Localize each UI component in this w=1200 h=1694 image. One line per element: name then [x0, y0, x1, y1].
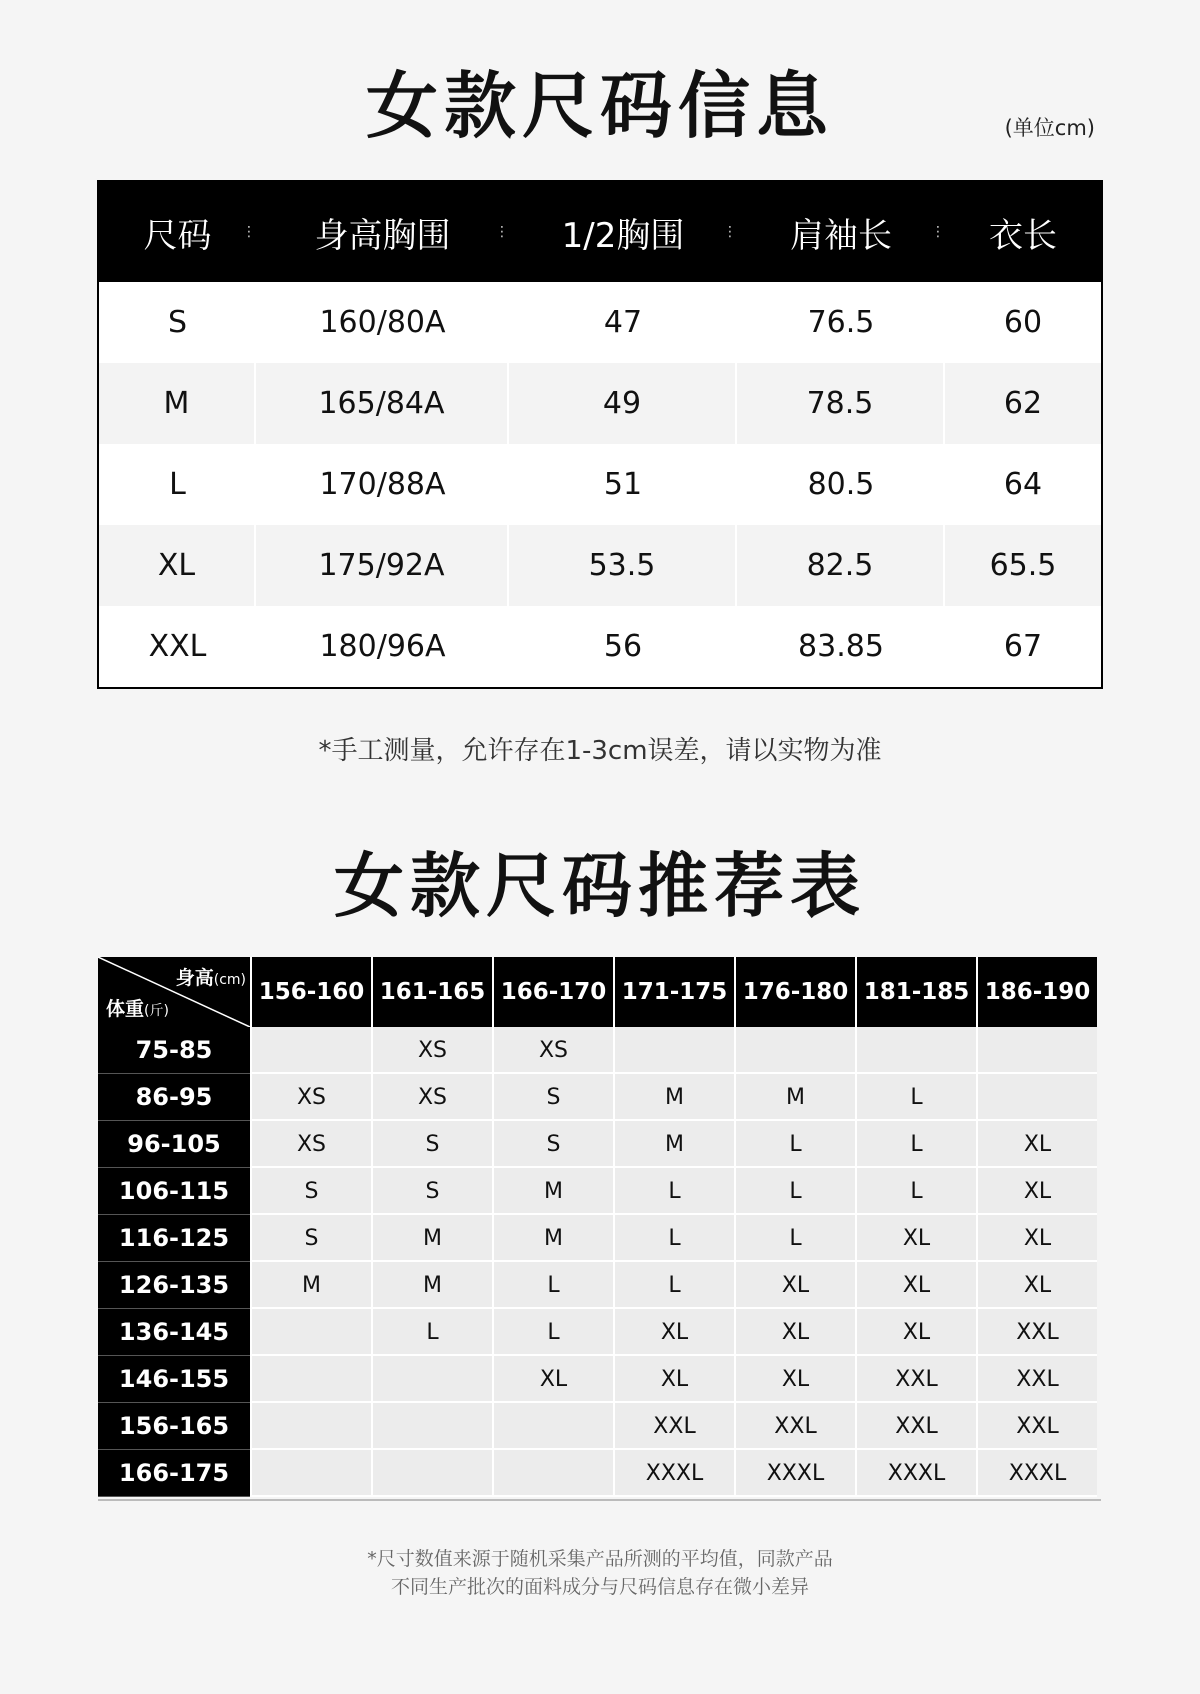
cell-shoulder-sleeve: 82.5 [737, 525, 945, 606]
recommended-size-cell: L [613, 1168, 734, 1215]
recommended-size-cell: XXL [855, 1356, 976, 1403]
recommended-size-cell: XXL [976, 1403, 1097, 1450]
size-info-row [99, 606, 1101, 687]
weight-range-label: 136-145 [98, 1309, 250, 1356]
recommended-size-cell: M [613, 1121, 734, 1168]
recommend-row [98, 1215, 1101, 1262]
recommended-size-cell: XL [734, 1356, 855, 1403]
header-half-bust: 1/2胸围 ⋮ [561, 215, 737, 256]
recommended-size-cell: S [492, 1121, 613, 1168]
recommended-size-cell: L [492, 1309, 613, 1356]
table-bottom-border [98, 1499, 1101, 1501]
cell-height-bust: 180/96A [319, 629, 446, 664]
recommended-size-cell [250, 1450, 371, 1497]
weight-range-label: 86-95 [98, 1074, 250, 1121]
recommended-size-cell: XL [734, 1309, 855, 1356]
recommended-size-cell: XL [613, 1356, 734, 1403]
recommended-size-cell [976, 1074, 1097, 1121]
recommended-size-cell: XXXL [734, 1450, 855, 1497]
recommended-size-cell [250, 1309, 371, 1356]
height-range-header: 166-170 [492, 957, 613, 1027]
recommend-row [98, 1027, 1101, 1074]
recommended-size-cell: XXL [613, 1403, 734, 1450]
cell-half-bust: 47 [603, 305, 643, 340]
cell-size: XL [99, 525, 256, 606]
recommend-row [98, 1450, 1101, 1497]
recommended-size-cell: XL [976, 1121, 1097, 1168]
recommended-size-cell: XS [250, 1121, 371, 1168]
weight-range-label: 116-125 [98, 1215, 250, 1262]
recommended-size-cell: XXL [976, 1309, 1097, 1356]
recommend-row [98, 1074, 1101, 1121]
size-info-row [99, 444, 1101, 525]
cell-length: 64 [1003, 467, 1043, 502]
recommended-size-cell: M [492, 1215, 613, 1262]
recommend-row [98, 1168, 1101, 1215]
cell-height-bust: 160/80A [319, 305, 446, 340]
recommended-size-cell: XXXL [976, 1450, 1097, 1497]
weight-range-label: 106-115 [98, 1168, 250, 1215]
cell-half-bust: 51 [603, 467, 643, 502]
recommended-size-cell: L [613, 1262, 734, 1309]
unit-label: (单位cm) [1004, 116, 1095, 140]
recommended-size-cell: L [613, 1215, 734, 1262]
cell-height-bust: 175/92A [256, 525, 509, 606]
recommended-size-cell: M [371, 1215, 492, 1262]
height-range-header: 171-175 [613, 957, 734, 1027]
weight-range-label: 156-165 [98, 1403, 250, 1450]
recommended-size-cell: L [855, 1074, 976, 1121]
cell-shoulder-sleeve: 78.5 [737, 363, 945, 444]
recommended-size-cell: L [492, 1262, 613, 1309]
height-range-header: 176-180 [734, 957, 855, 1027]
recommended-size-cell: M [371, 1262, 492, 1309]
recommended-size-cell [734, 1027, 855, 1074]
recommended-size-cell: XL [492, 1356, 613, 1403]
weight-range-label: 75-85 [98, 1027, 250, 1074]
recommended-size-cell: XXL [734, 1403, 855, 1450]
cell-length: 62 [945, 363, 1101, 444]
recommended-size-cell: XS [492, 1027, 613, 1074]
cell-length: 65.5 [945, 525, 1101, 606]
header-shoulder-sleeve: 肩袖长 ⋮ [790, 215, 945, 256]
recommended-size-cell: S [371, 1121, 492, 1168]
recommended-size-cell: XXL [855, 1403, 976, 1450]
recommended-size-cell: L [734, 1121, 855, 1168]
recommended-size-cell: S [371, 1168, 492, 1215]
recommended-size-cell: M [613, 1074, 734, 1121]
recommended-size-cell: XL [976, 1262, 1097, 1309]
size-recommend-table [98, 957, 1101, 1497]
size-info-title: 女款尺码信息 [365, 64, 834, 148]
recommended-size-cell: XXXL [855, 1450, 976, 1497]
height-range-header: 161-165 [371, 957, 492, 1027]
recommended-size-cell [492, 1403, 613, 1450]
recommended-size-cell: XS [371, 1027, 492, 1074]
recommended-size-cell: M [734, 1074, 855, 1121]
recommended-size-cell: XS [371, 1074, 492, 1121]
recommended-size-cell [371, 1403, 492, 1450]
corner-header [98, 957, 250, 1027]
size-info-row [99, 282, 1101, 363]
cell-size: M [99, 363, 256, 444]
recommended-size-cell: L [855, 1168, 976, 1215]
recommended-size-cell [371, 1356, 492, 1403]
cell-length: 60 [1003, 305, 1043, 340]
recommended-size-cell: S [492, 1074, 613, 1121]
header-size: 尺码 ⋮ [143, 215, 256, 256]
corner-weight-label: 体重(斤) [106, 998, 169, 1020]
height-range-header: 186-190 [976, 957, 1097, 1027]
disclaimer-line-2: 不同生产批次的面料成分与尺码信息存在微小差异 [390, 1576, 809, 1598]
size-info-row [99, 363, 1101, 444]
corner-height-label: 身高(cm) [175, 967, 246, 989]
disclaimer-note [0, 1545, 1200, 1601]
recommended-size-cell: L [734, 1215, 855, 1262]
recommended-size-cell: XL [613, 1309, 734, 1356]
recommend-row [98, 1262, 1101, 1309]
recommended-size-cell [250, 1403, 371, 1450]
height-range-header: 156-160 [250, 957, 371, 1027]
recommended-size-cell [371, 1450, 492, 1497]
recommend-row [98, 1403, 1101, 1450]
recommended-size-cell: XXXL [613, 1450, 734, 1497]
recommended-size-cell [250, 1356, 371, 1403]
disclaimer-line-1: *尺寸数值来源于随机采集产品所测的平均值，同款产品 [367, 1548, 833, 1570]
recommended-size-cell: XL [855, 1262, 976, 1309]
recommended-size-cell: S [250, 1215, 371, 1262]
recommended-size-cell: L [855, 1121, 976, 1168]
size-recommend-title: 女款尺码推荐表 [334, 845, 866, 927]
weight-range-label: 96-105 [98, 1121, 250, 1168]
recommended-size-cell: M [492, 1168, 613, 1215]
cell-size: XXL [148, 629, 207, 664]
recommend-row [98, 1121, 1101, 1168]
cell-size: S [167, 305, 188, 340]
header-height-bust: 身高胸围 ⋮ [314, 215, 509, 256]
recommended-size-cell [250, 1027, 371, 1074]
recommended-size-cell: XL [976, 1215, 1097, 1262]
recommended-size-cell: XS [250, 1074, 371, 1121]
recommended-size-cell [976, 1027, 1097, 1074]
recommended-size-cell: L [371, 1309, 492, 1356]
recommended-size-cell: L [734, 1168, 855, 1215]
recommended-size-cell: S [250, 1168, 371, 1215]
recommended-size-cell: XL [976, 1168, 1097, 1215]
cell-size: L [169, 467, 186, 502]
recommended-size-cell: XL [734, 1262, 855, 1309]
recommended-size-cell: M [250, 1262, 371, 1309]
recommended-size-cell [492, 1450, 613, 1497]
recommended-size-cell [613, 1027, 734, 1074]
recommend-header-row [98, 957, 1101, 1027]
weight-range-label: 146-155 [98, 1356, 250, 1403]
recommended-size-cell: XL [855, 1215, 976, 1262]
cell-shoulder-sleeve: 83.85 [798, 629, 884, 664]
cell-length: 67 [1003, 629, 1043, 664]
measurement-note: *手工测量，允许存在1-3cm误差，请以实物为准 [318, 736, 882, 766]
cell-height-bust: 170/88A [319, 467, 446, 502]
size-info-header [99, 182, 1101, 282]
cell-half-bust: 56 [603, 629, 643, 664]
weight-range-label: 126-135 [98, 1262, 250, 1309]
recommended-size-cell: XL [855, 1309, 976, 1356]
weight-range-label: 166-175 [98, 1450, 250, 1497]
recommend-row [98, 1309, 1101, 1356]
height-range-header: 181-185 [855, 957, 976, 1027]
cell-height-bust: 165/84A [256, 363, 509, 444]
size-info-table [97, 180, 1103, 689]
cell-shoulder-sleeve: 76.5 [807, 305, 875, 340]
cell-half-bust: 53.5 [509, 525, 737, 606]
recommended-size-cell [855, 1027, 976, 1074]
recommended-size-cell: XXL [976, 1356, 1097, 1403]
cell-half-bust: 49 [509, 363, 737, 444]
cell-shoulder-sleeve: 80.5 [807, 467, 875, 502]
header-length: 衣长 [989, 215, 1057, 256]
recommend-row [98, 1356, 1101, 1403]
size-info-row [99, 525, 1101, 606]
